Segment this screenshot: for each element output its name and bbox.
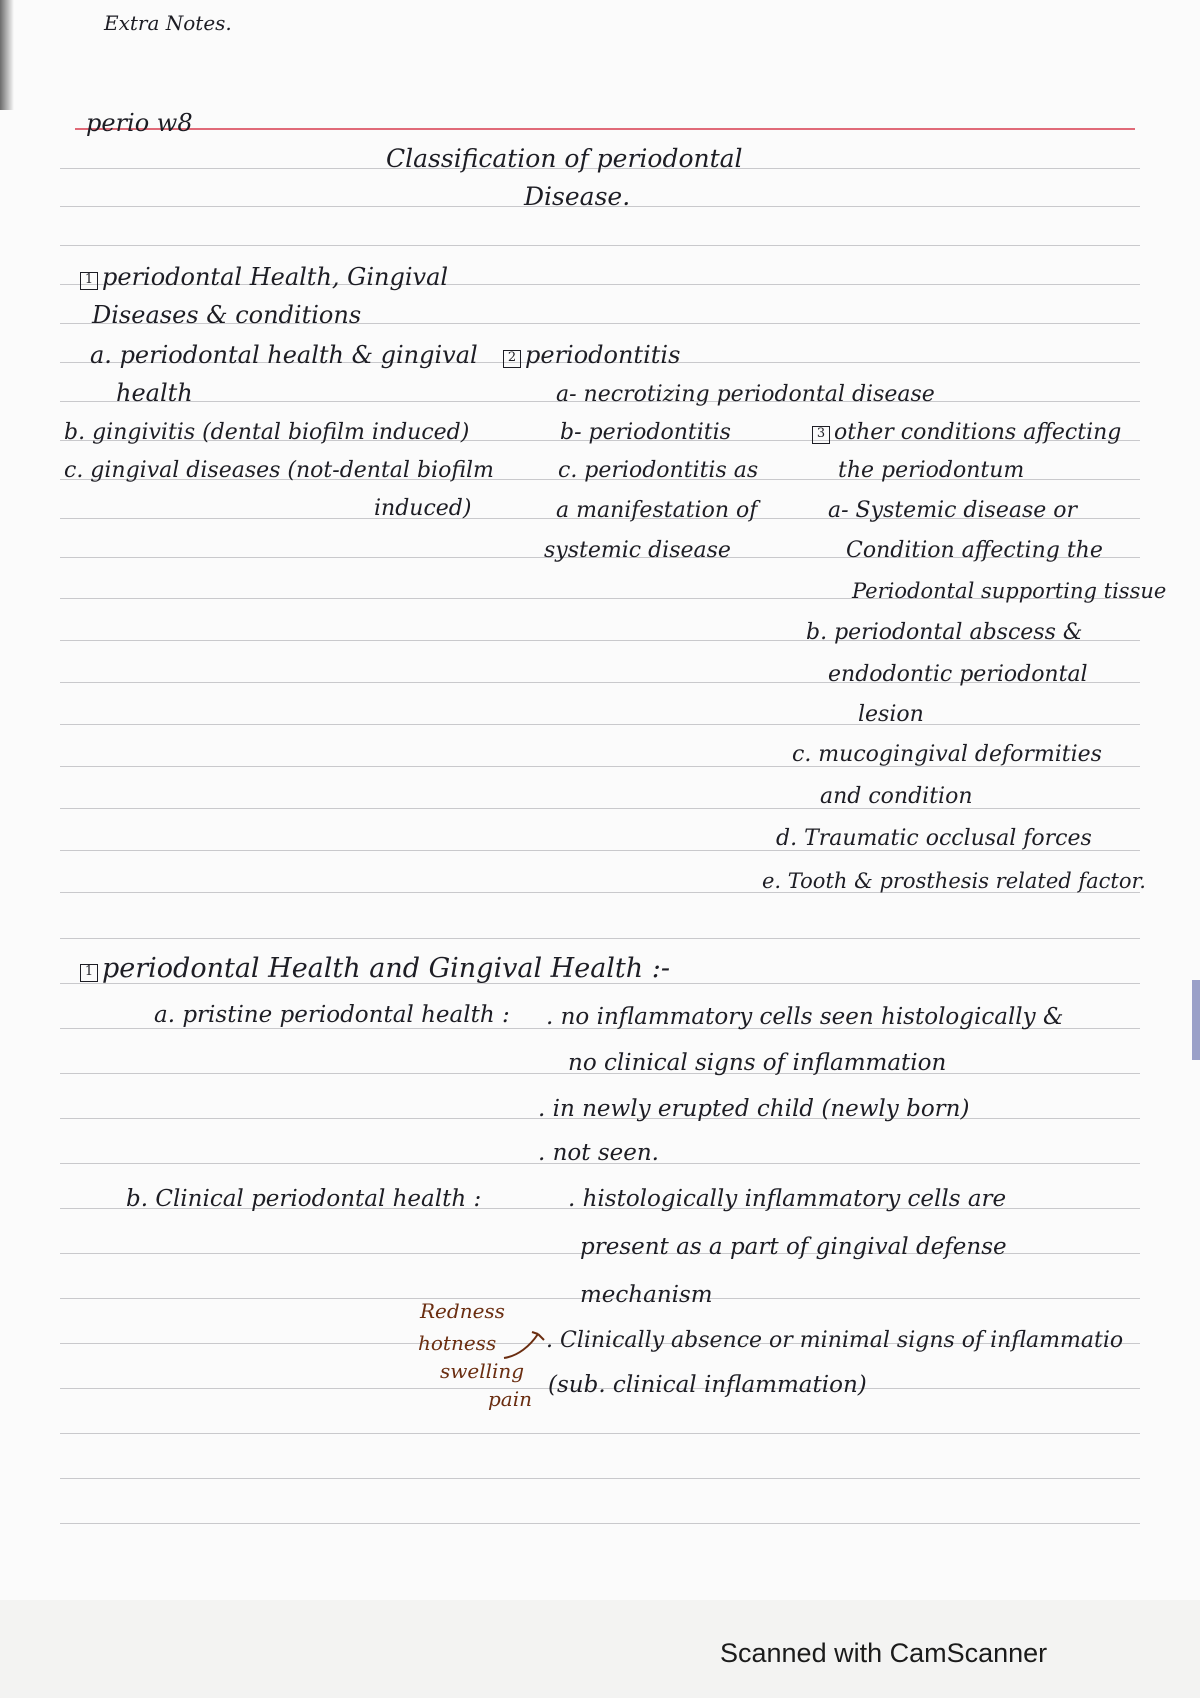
section-number-box: 2 <box>503 350 521 368</box>
section2-item-b: b- periodontitis <box>560 420 731 445</box>
section3-item-d: d. Traumatic occlusal forces <box>776 826 1092 851</box>
section3-title: other conditions affecting <box>834 420 1122 445</box>
section3-item-a3: Periodontal supporting tissue <box>852 579 1167 603</box>
section1-item-b: b. gingivitis (dental biofilm induced) <box>64 420 470 445</box>
section3-heading <box>812 418 1121 448</box>
health-title: periodontal Health and Gingival Health :- <box>102 953 670 984</box>
section3-item-a: a- Systemic disease or <box>828 498 1078 523</box>
pristine-point-4: . not seen. <box>538 1140 659 1166</box>
page-shadow <box>0 0 14 110</box>
margin-note-hotness: hotness <box>418 1331 497 1355</box>
top-note: Extra Notes. <box>104 11 232 35</box>
section3-item-c2: and condition <box>820 784 973 809</box>
scanner-watermark: Scanned with CamScanner <box>720 1638 1048 1668</box>
ruled-line <box>60 1433 1140 1434</box>
section3-item-b2: endodontic periodontal <box>828 662 1088 687</box>
section3-title-line2: the periodontum <box>838 458 1025 483</box>
ruled-line <box>60 938 1140 939</box>
clinical-label: b. Clinical periodontal health : <box>126 1186 482 1212</box>
health-heading <box>80 954 670 984</box>
bracket-arrow-icon <box>500 1328 550 1368</box>
section1-item-a2: health <box>116 379 193 407</box>
ruled-line <box>60 1523 1140 1524</box>
section-number-box: 1 <box>80 964 98 982</box>
pristine-point-3: . in newly erupted child (newly born) <box>538 1096 970 1122</box>
header-left: perio w8 <box>86 109 193 137</box>
section1-item-c2: induced) <box>374 496 472 521</box>
section-number-box: 3 <box>812 426 830 444</box>
page-title-line1: Classification of periodontal <box>386 144 743 173</box>
page-edge-tab <box>1192 980 1200 1060</box>
clinical-point-1: . histologically inflammatory cells are <box>568 1186 1007 1212</box>
section2-title: periodontitis <box>525 341 681 369</box>
section3-item-e: e. Tooth & prosthesis related factor. <box>762 869 1146 893</box>
section1-item-c: c. gingival diseases (not-dental biofilm <box>64 458 494 483</box>
page-title-line2: Disease. <box>524 182 631 211</box>
section3-item-c: c. mucogingival deformities <box>792 742 1102 767</box>
section3-item-a2: Condition affecting the <box>846 538 1103 563</box>
section1-heading <box>80 262 448 292</box>
clinical-point-4: . Clinically absence or minimal signs of inflammatio <box>546 1328 1124 1353</box>
section3-item-b: b. periodontal abscess & <box>806 620 1083 645</box>
section1-item-a: a. periodontal health & gingival <box>90 341 478 369</box>
pristine-point-2: no clinical signs of inflammation <box>568 1050 947 1076</box>
ruled-line <box>60 808 1140 809</box>
section1-title-line2: Diseases & conditions <box>92 301 362 329</box>
ruled-line <box>60 245 1140 246</box>
ruled-line <box>60 724 1140 725</box>
section1-title: periodontal Health, Gingival <box>102 263 449 291</box>
margin-note-redness: Redness <box>420 1299 505 1323</box>
clinical-point-5: (sub. clinical inflammation) <box>548 1372 867 1398</box>
margin-note-pain: pain <box>488 1387 533 1411</box>
section2-item-c: c. periodontitis as <box>558 458 759 483</box>
section2-item-c3: systemic disease <box>544 538 731 563</box>
section2-item-c2: a manifestation of <box>556 498 758 523</box>
header-rule <box>75 128 1135 130</box>
clinical-point-3: mechanism <box>580 1282 713 1308</box>
pristine-label: a. pristine periodontal health : <box>154 1002 510 1028</box>
section3-item-b3: lesion <box>858 702 924 727</box>
section2-heading <box>503 340 680 370</box>
section2-item-a: a- necrotizing periodontal disease <box>556 382 935 407</box>
margin-note-swelling: swelling <box>440 1359 525 1383</box>
clinical-point-2: present as a part of gingival defense <box>580 1234 1007 1260</box>
pristine-point-1: . no inflammatory cells seen histologically & <box>546 1004 1064 1030</box>
section-number-box: 1 <box>80 272 98 290</box>
ruled-line <box>60 1478 1140 1479</box>
